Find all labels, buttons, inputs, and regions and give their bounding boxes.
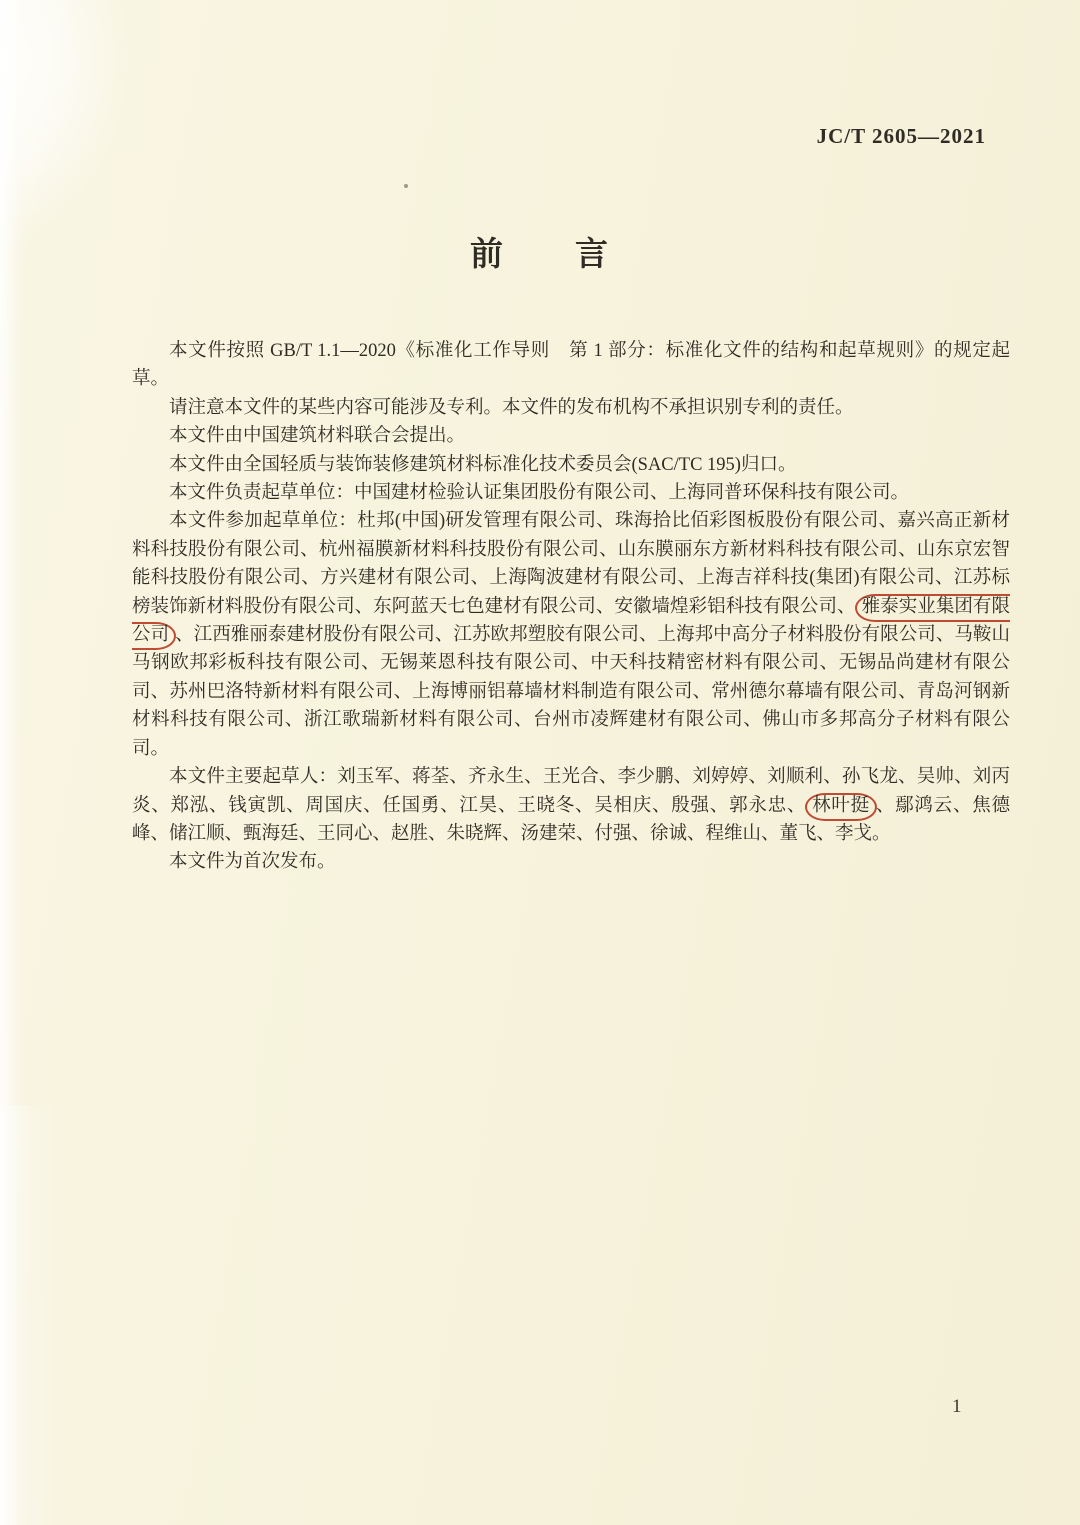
scan-edge-bottom-left [0,1105,60,1525]
scan-speck [404,184,408,188]
paragraph [132,507,1010,763]
paragraph [132,394,1010,422]
paragraph [132,479,1010,507]
text-segment: 本文件负责起草单位：中国建材检验认证集团股份有限公司、上海同普环保科技有限公司。 [169,483,910,504]
paragraph [132,451,1010,479]
text-segment: 、江西雅丽泰建材股份有限公司、江苏欧邦塑胶有限公司、上海邦中高分子材料股份有限公司、马鞍山马钢欧邦彩板科技有限公司、无锡莱恩科技有限公司、中天科技精密材料有限公司、无锡品尚建材有限公司、苏州巴洛特新材料有限公司、上海博丽铝幕墙材料制造有限公司、常州德尔幕墙有限公司、青岛河钢新材料科技有限公司、浙江歌瑞新材料有限公司、台州市凌辉建材有限公司、佛山市多邦高分子材料有限公司。 [132,625,1010,759]
paragraph [132,848,1010,876]
paragraph [132,337,1010,394]
text-segment: 请注意本文件的某些内容可能涉及专利。本文件的发布机构不承担识别专利的责任。 [169,397,854,418]
text-segment: 本文件主要起草人：刘玉军、蒋荃、齐永生、王光合、李少鹏、刘婷婷、刘顺利、孙飞龙、吴帅、刘丙炎、郑泓、钱寅凯、周国庆、任国勇、江昊、王晓冬、吴相庆、殷强、郭永忠、 [132,767,1010,816]
foreword-paragraphs [132,337,1010,877]
paragraph [132,763,1010,848]
text-segment: 本文件由全国轻质与装饰装修建筑材料标准化技术委员会(SAC/TC 195)归口。 [169,454,797,475]
text-segment: 本文件参加起草单位：杜邦(中国)研发管理有限公司、珠海拾比佰彩图板股份有限公司、嘉兴高正新材料科技股份有限公司、杭州福膜新材料科技股份有限公司、山东膜丽东方新材料科技有限公司、山东京宏智能科技股份有限公司、方兴建材有限公司、上海陶波建材有限公司、上海吉祥科技(集团)有限公司、江苏标榜装饰新材料股份有限公司、东阿蓝天七色建材有限公司、安徽墙煌彩铝科技有限公司、 [132,511,1010,617]
page-number: 1 [952,1396,962,1417]
text-segment: 本文件由中国建筑材料联合会提出。 [169,426,466,447]
standard-number: JC/T 2605—2021 [816,124,986,148]
text-segment: 、鄢鸿云、焦德峰、储江顺、甄海廷、王同心、赵胜、朱晓辉、汤建荣、付强、徐诚、程维山、董飞、李戈。 [132,795,1010,844]
text-segment: 本文件为首次发布。 [169,852,336,873]
paragraph [132,422,1010,450]
red-circled-text: 林叶挺 [805,793,877,821]
page-title: 前 言 [470,237,610,273]
red-circled-text: 雅泰实业集团有限公司 [132,594,1010,650]
text-segment: 本文件按照 GB/T 1.1—2020《标准化工作导则 第 1 部分：标准化文件的结构和起草规则》的规定起草。 [132,341,1010,390]
